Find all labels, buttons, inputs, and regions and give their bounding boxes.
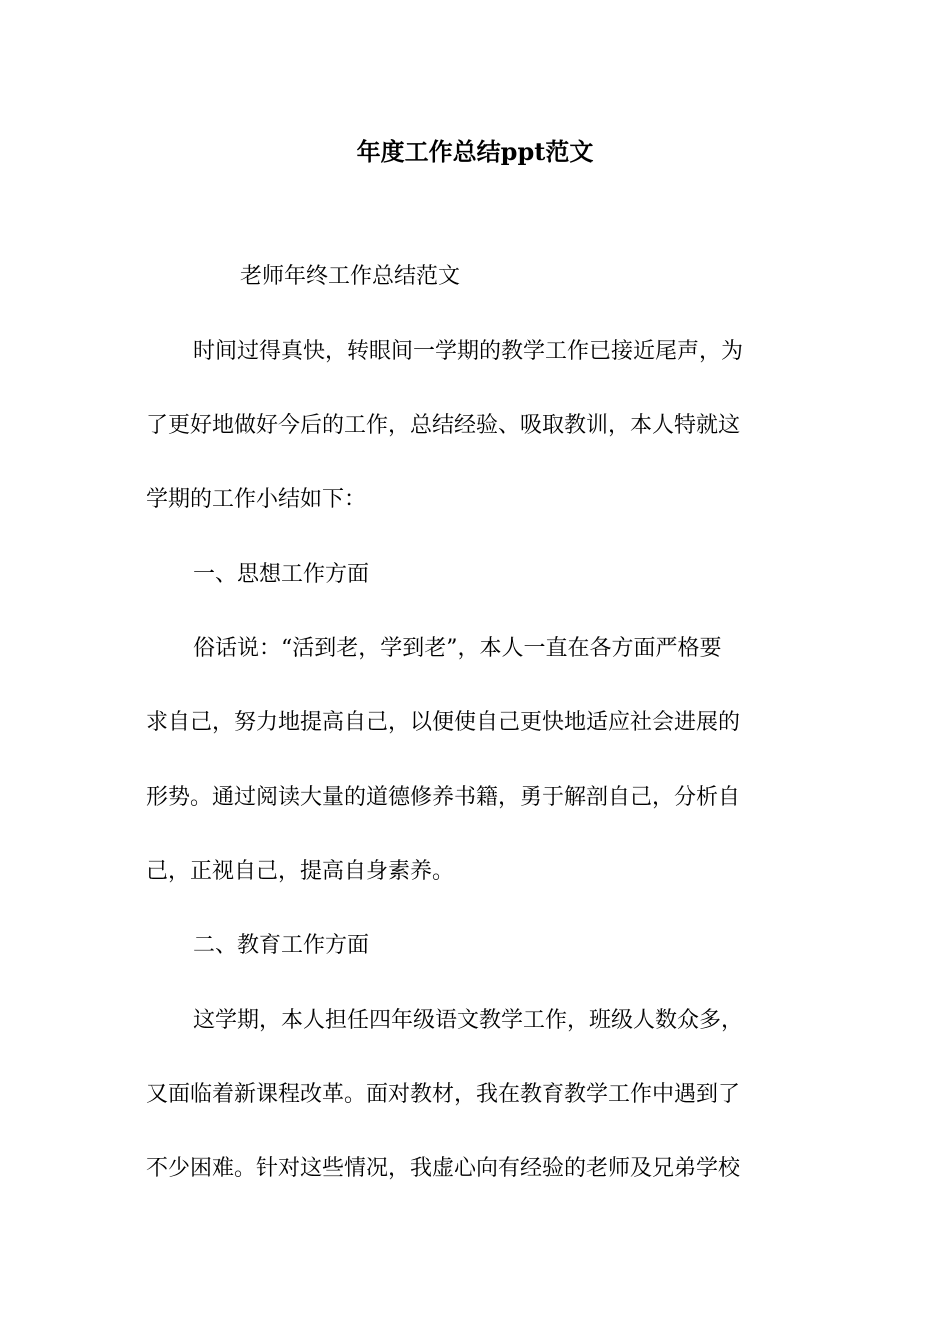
body-line: 这学期，本人担任四年级语文教学工作，班级人数众多， (193, 1008, 744, 1033)
body-line: 俗话说：“活到老，学到老”，本人一直在各方面严格要 (193, 636, 722, 661)
body-line: 又面临着新课程改革。面对教材，我在教育教学工作中遇到了 (146, 1082, 741, 1107)
document-subtitle: 老师年终工作总结范文 (240, 264, 461, 289)
body-line: 己，正视自己，提高自身素养。 (146, 859, 455, 884)
section-heading: 二、教育工作方面 (193, 933, 370, 958)
document-title: 年度工作总结ppt范文 (356, 137, 594, 166)
body-line: 形势。通过阅读大量的道德修养书籍，勇于解剖自己，分析自 (146, 785, 741, 810)
body-line: 学期的工作小结如下： (146, 487, 367, 512)
section-heading: 一、思想工作方面 (193, 562, 370, 587)
body-line: 求自己，努力地提高自己，以便使自己更快地适应社会进展的 (146, 710, 741, 735)
body-line: 时间过得真快，转眼间一学期的教学工作已接近尾声，为 (193, 339, 744, 364)
body-line: 不少困难。针对这些情况，我虚心向有经验的老师及兄弟学校 (146, 1156, 741, 1181)
body-line: 了更好地做好今后的工作，总结经验、吸取教训，本人特就这 (146, 413, 741, 438)
